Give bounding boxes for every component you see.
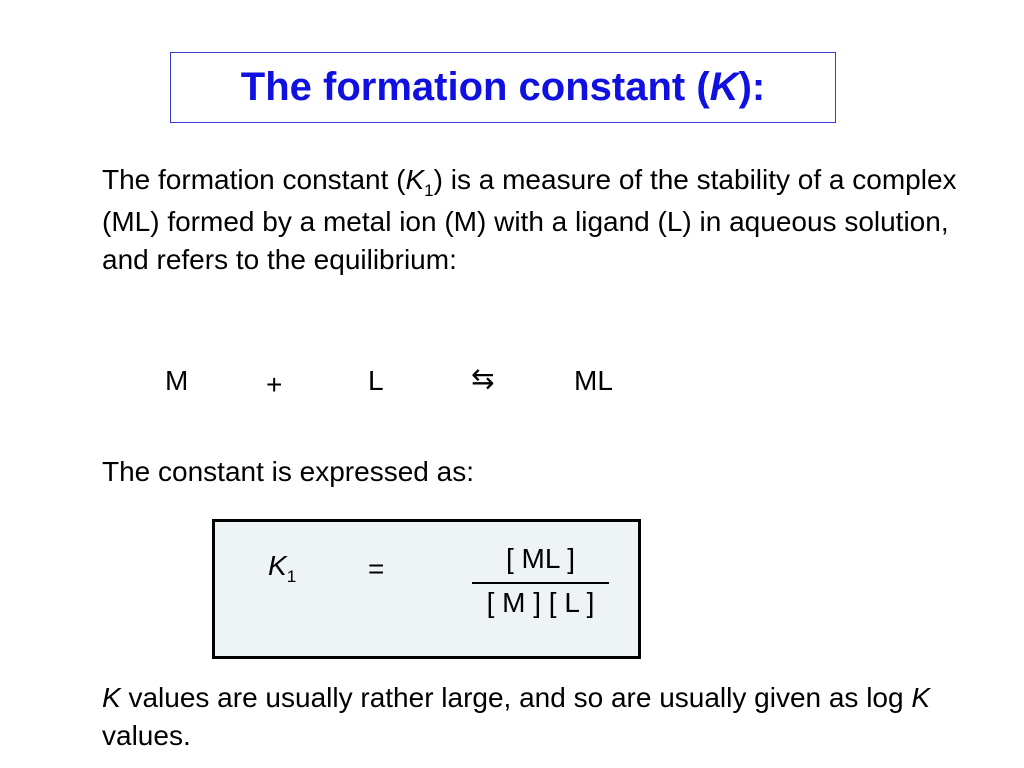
note-k-1: K xyxy=(102,682,121,713)
equilibrium-ligand: L xyxy=(368,365,384,396)
title-k-italic: K xyxy=(709,65,739,109)
intro-k-subscript: 1 xyxy=(424,181,434,200)
note-text-1: values are usually rather large, and so are usually given as log xyxy=(120,682,912,713)
equilibrium-plus: + xyxy=(266,369,283,400)
title-text-before: The formation constant ( xyxy=(240,65,710,109)
title-text-after: ): xyxy=(738,65,766,109)
equation-k xyxy=(268,547,296,589)
equation-equals: = xyxy=(368,553,385,584)
equation-k-subscript: 1 xyxy=(286,567,297,586)
title-box xyxy=(170,52,836,123)
equation-box xyxy=(212,519,641,659)
note-text-2: values. xyxy=(102,720,191,751)
slide-title xyxy=(241,65,765,110)
equation-fraction xyxy=(472,540,609,620)
equation-k-letter: K xyxy=(268,550,287,581)
intro-k: K xyxy=(405,164,425,195)
equilibrium-arrow-icon: ⇆ xyxy=(471,363,495,394)
equilibrium-complex: ML xyxy=(574,365,613,396)
fraction-denominator: [ M ] [ L ] xyxy=(486,587,595,618)
note-k-2: K xyxy=(911,682,931,713)
equilibrium-metal: M xyxy=(165,365,189,396)
intro-text-1: The formation constant ( xyxy=(102,164,406,195)
fraction-numerator: [ ML ] xyxy=(506,543,575,574)
intro-text-2: ) is a measure of the stability of a complex (ML) formed by a metal ion (M) with a ligand (L) in aqueous solution, and refers to the equilibrium: xyxy=(102,164,957,275)
fraction-bar xyxy=(472,582,609,584)
expressed-text: The constant is expressed as: xyxy=(102,456,474,487)
note-paragraph xyxy=(102,679,962,755)
intro-paragraph xyxy=(102,161,962,279)
